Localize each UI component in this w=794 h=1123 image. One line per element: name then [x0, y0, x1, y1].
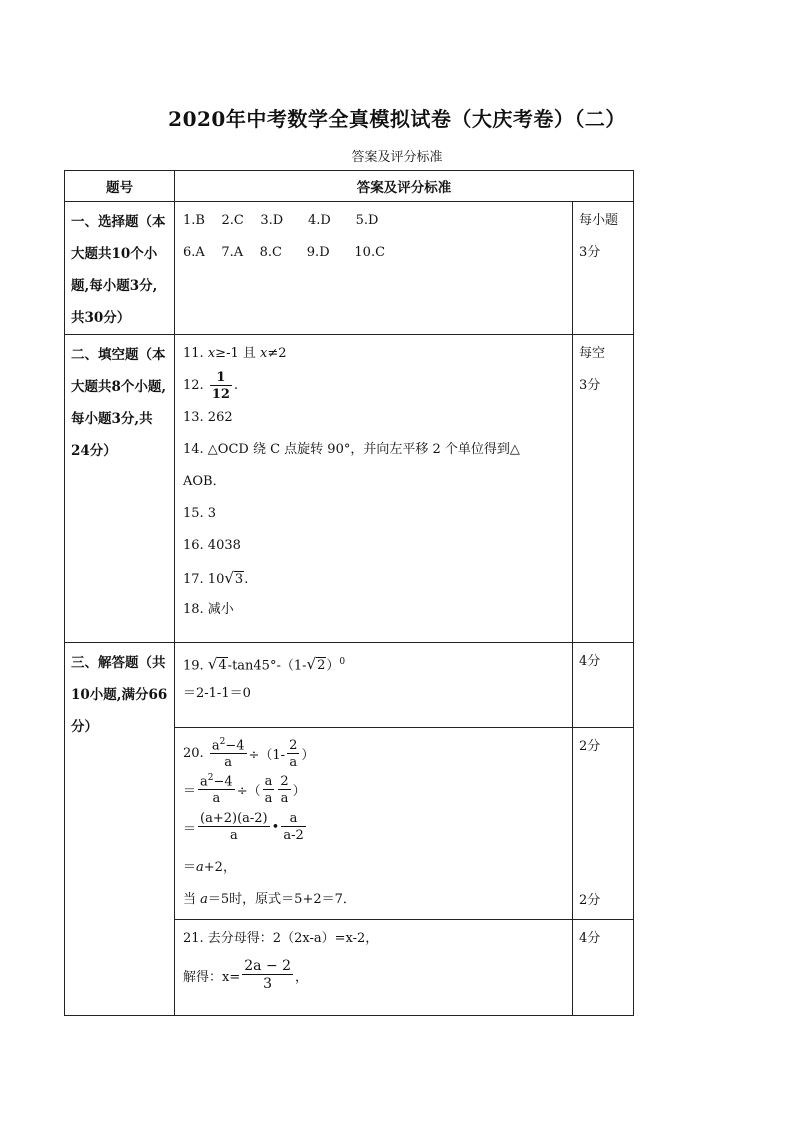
q20-line2: [183, 774, 572, 812]
math-text: ）: [292, 784, 306, 800]
math-text: .: [244, 572, 249, 587]
fraction: [242, 959, 293, 991]
math-text: ，: [295, 969, 309, 985]
fraction: [198, 812, 270, 842]
radicand: 3: [234, 572, 244, 587]
points-line: 2分: [579, 739, 601, 754]
section-choice-answers: [175, 202, 573, 335]
q-number: 20.: [183, 746, 204, 762]
numerator: 1: [210, 371, 232, 386]
answer-q17: [183, 562, 572, 594]
q-number: 19.: [183, 658, 204, 674]
section-solve-row-q19: [65, 643, 634, 728]
numerator: a: [264, 773, 273, 789]
points-line: 3分: [579, 245, 601, 260]
answer-q14-line1: 14. △OCD 绕 C 点旋转 90°，并向左平移 2 个单位得到△: [183, 442, 520, 457]
math-text: ＝: [183, 784, 197, 800]
fraction: [210, 738, 247, 769]
q19-points: [573, 643, 634, 728]
label-line: 10小题,满分66: [71, 687, 168, 703]
label-line: 每小题3分,共: [71, 411, 153, 427]
points-line: 3分: [579, 378, 601, 393]
fraction: [287, 739, 299, 769]
answer-q18: 18. 减小: [183, 602, 234, 617]
math-var: a: [196, 860, 204, 875]
points-line: 4分: [579, 931, 601, 946]
denominator: 12: [211, 386, 230, 402]
q20-line4: [183, 852, 572, 884]
numerator: a: [281, 812, 305, 827]
label-line: 大题共8个小题,: [71, 379, 167, 395]
table-header-row: [65, 171, 634, 202]
math-text: 17. 10: [183, 572, 225, 587]
section-solve-label: [65, 643, 175, 1016]
math-text: •: [271, 819, 280, 835]
fraction: [278, 775, 290, 805]
denominator: 3: [263, 976, 273, 992]
numerator: −4: [213, 774, 233, 790]
q21-line1: 21. 去分母得：2（2x-a）=x-2，: [183, 931, 379, 946]
header-answers: 答案及评分标准: [175, 171, 634, 202]
radical: √4: [207, 655, 227, 674]
answer-q19: [175, 643, 573, 728]
numerator: 2: [280, 773, 289, 789]
math-text: ＝: [183, 860, 197, 875]
q21-line2: [183, 959, 572, 999]
math-text: -tan45°-（1-: [227, 658, 307, 674]
section-choice-label: [65, 202, 175, 335]
q20-line1: [183, 738, 572, 774]
header-question-number: 题号: [65, 171, 175, 202]
q-number: 12.: [183, 378, 204, 393]
denominator: a: [212, 791, 221, 807]
denominator: a: [224, 755, 233, 771]
fraction: [198, 774, 235, 805]
label-line: 三、解答题（共: [71, 655, 166, 671]
answer-line: 1.B 2.C 3.D 4.D 5.D: [183, 213, 379, 228]
q-number: 11.: [183, 346, 204, 361]
answer-q11: [183, 338, 572, 370]
math-text: ＝5时，原式＝5+2＝7．: [207, 892, 356, 907]
label-line: 分）: [71, 719, 98, 735]
label-line: 共30分）: [71, 310, 131, 326]
page-subtitle: 答案及评分标准: [351, 150, 443, 165]
answer-q14-line2: AOB．: [183, 474, 226, 489]
answer-q21: [175, 920, 573, 1016]
math-text: ÷（: [236, 784, 261, 800]
section-fill-points: [573, 335, 634, 643]
denominator: a-2: [283, 828, 304, 843]
math-var: x: [207, 346, 216, 361]
label-line: 二、填空题（本: [71, 347, 166, 363]
denominator: a: [264, 790, 273, 806]
math-text: ）: [301, 748, 315, 764]
math-text: 解得：x=: [183, 969, 241, 985]
fraction: [263, 775, 275, 805]
q19-result: ＝2-1-1＝0: [183, 686, 251, 701]
answer-q13: 13. 262: [183, 410, 233, 425]
math-text: ）: [326, 658, 340, 674]
numerator: (a+2)(a-2): [200, 811, 268, 826]
radical: √2: [306, 655, 326, 674]
section-fill-answers: [175, 335, 573, 643]
q21-points: [573, 920, 634, 1016]
radicand: 4: [218, 658, 227, 674]
exponent: 2: [207, 773, 214, 783]
math-var: x: [260, 346, 268, 361]
math-text: 当: [183, 892, 201, 907]
points-line: 2分: [579, 893, 601, 908]
numerator: −4: [225, 738, 245, 754]
radical: √3: [224, 569, 244, 587]
fraction: [210, 371, 232, 401]
section-fill-row: [65, 335, 634, 643]
q20-points: [573, 728, 634, 920]
section-choice-row: [65, 202, 634, 335]
math-text: .: [233, 378, 239, 393]
exponent: 0: [339, 657, 346, 667]
math-var: a: [200, 892, 208, 907]
fraction: [281, 812, 305, 842]
answer-q12: [183, 370, 572, 402]
answer-table: [64, 170, 634, 1016]
answer-q20: [175, 728, 573, 920]
math-text: +2，: [203, 860, 236, 875]
math-text: ≥-1 且: [215, 346, 260, 361]
points-line: 每空: [579, 346, 606, 361]
answer-line: 6.A 7.A 8.C 9.D 10.C: [183, 245, 386, 260]
answer-q15: 15. 3: [183, 506, 217, 521]
points-line: 4分: [579, 654, 601, 669]
label-line: 大题共10个小: [71, 246, 158, 262]
numerator: a: [211, 738, 220, 754]
q19-expression: [183, 646, 572, 678]
denominator: a: [280, 790, 289, 806]
answer-q16: 16. 4038: [183, 538, 241, 553]
numerator: a: [200, 774, 208, 790]
math-text: ＝: [183, 821, 197, 837]
denominator: a: [289, 754, 298, 770]
section-fill-label: [65, 335, 175, 643]
math-text: ÷（1-: [248, 748, 286, 764]
q20-line5: [183, 884, 572, 916]
section-choice-points: [573, 202, 634, 335]
denominator: a: [229, 828, 238, 843]
q20-line3: [183, 812, 572, 852]
label-line: 一、选择题（本: [71, 214, 166, 230]
points-line: 每小题: [579, 213, 619, 228]
label-line: 24分）: [71, 443, 117, 459]
math-text: ≠2: [267, 346, 287, 361]
numerator: 2: [289, 737, 298, 753]
exponent: 2: [219, 737, 226, 747]
numerator: 2a − 2: [244, 958, 292, 974]
label-line: 题,每小题3分,: [71, 278, 158, 294]
page-title: 2020年中考数学全真模拟试卷（大庆考卷）（二）: [168, 107, 626, 131]
radicand: 2: [317, 658, 326, 674]
